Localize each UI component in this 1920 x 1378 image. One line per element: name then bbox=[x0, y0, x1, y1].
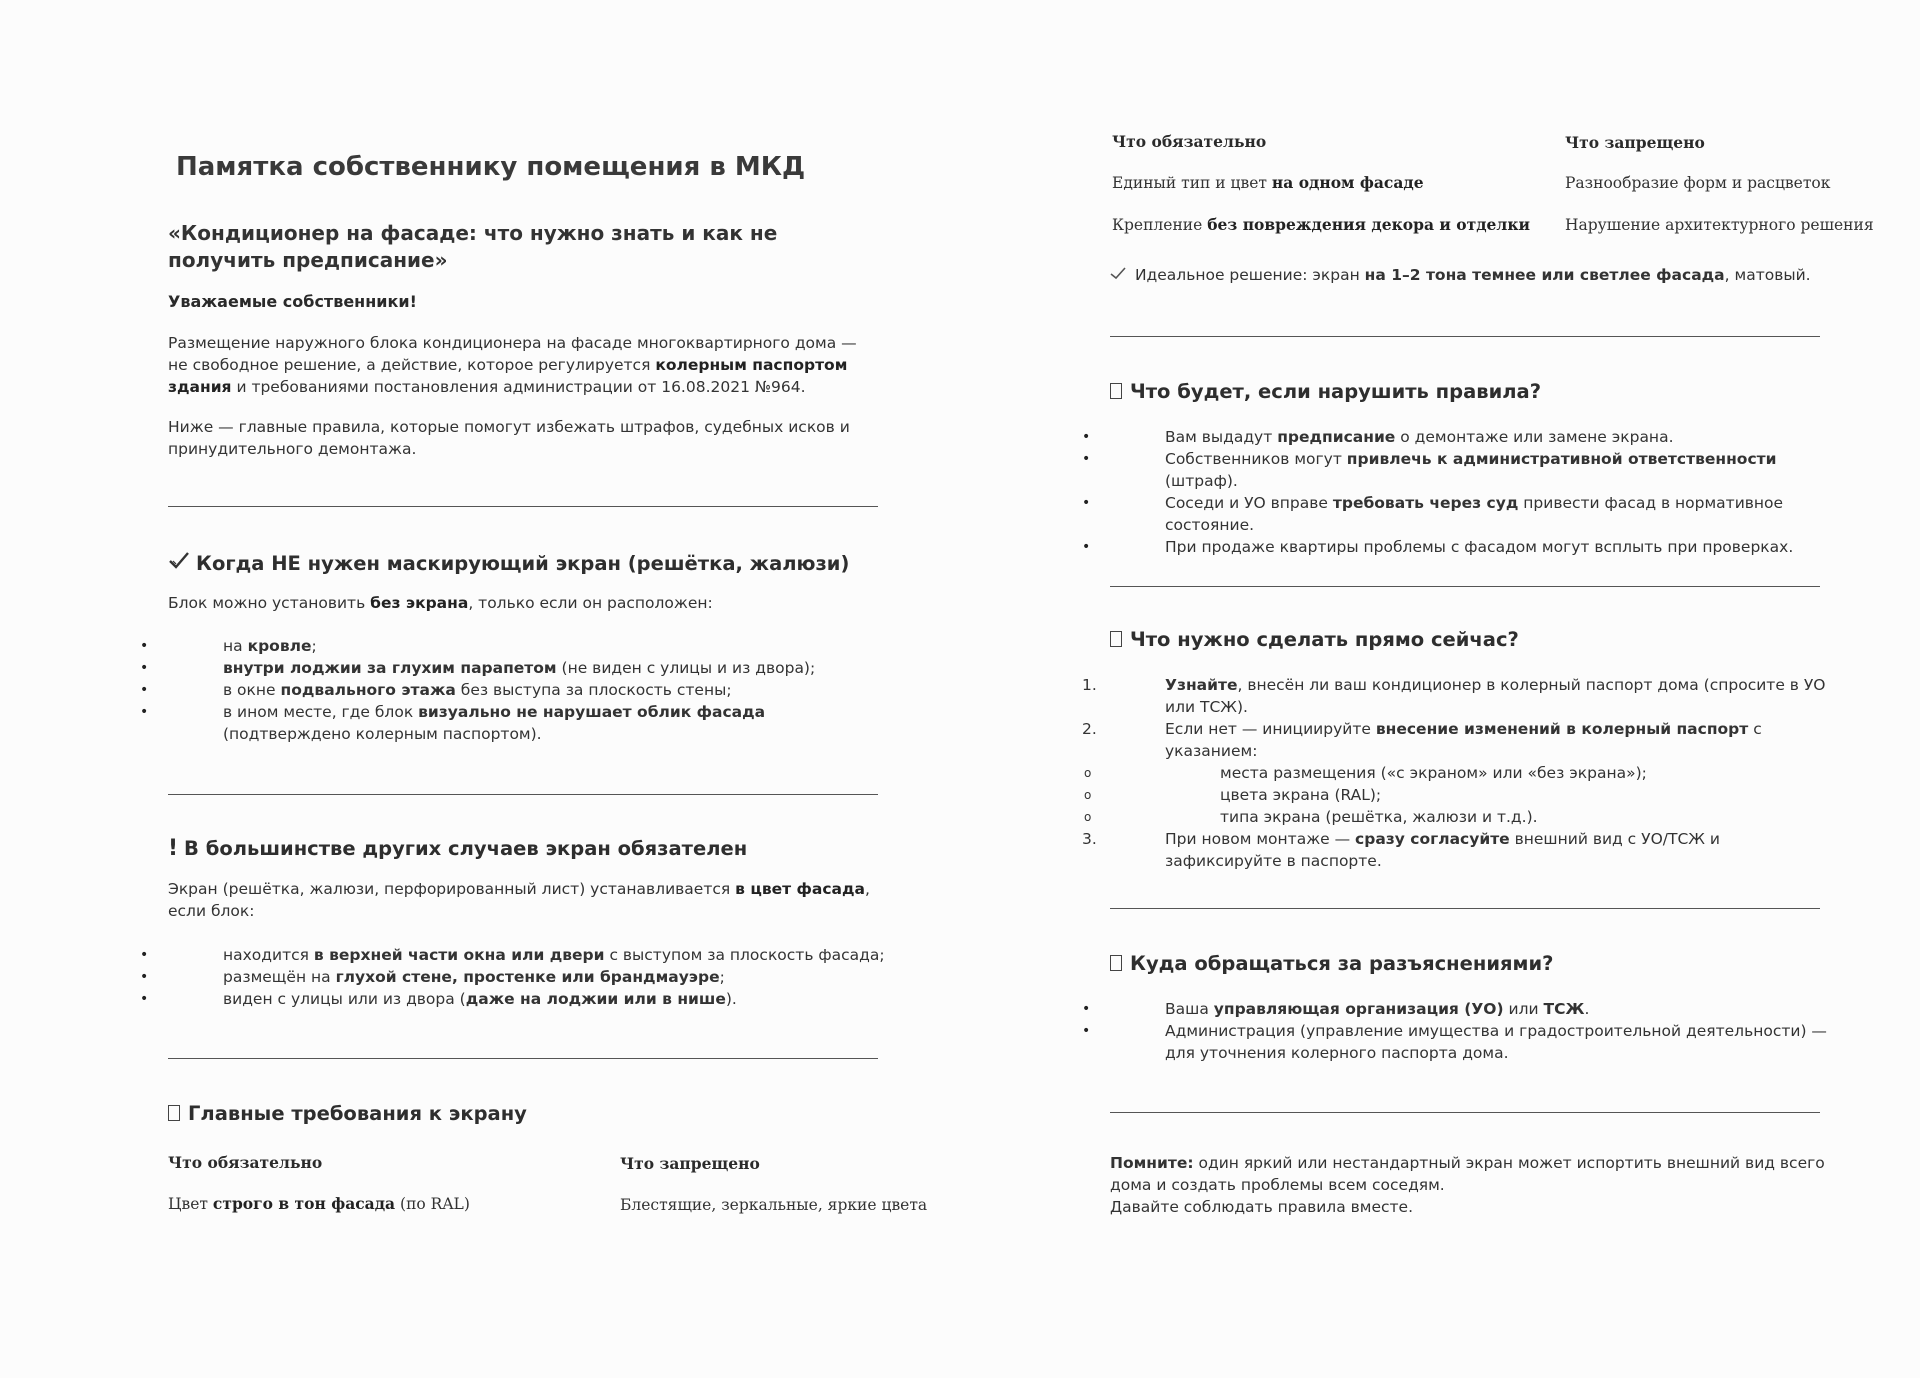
bullet-list bbox=[1082, 998, 1830, 1064]
intro-paragraph: Размещение наружного блока кондиционера на фасаде многоквартирного дома — не свободное решение, а действие, которое регулируется колерным паспортом здания и требованиями постановления администрации от 16.08.2021 №964. bbox=[168, 334, 857, 396]
bullet-icon: • bbox=[140, 638, 149, 654]
square-icon bbox=[1110, 631, 1122, 647]
list-item: • внутри лоджии за глухим парапетом (не виден с улицы и из двора); bbox=[140, 659, 816, 677]
checkmark-icon bbox=[168, 550, 190, 575]
section-heading-requirements: Главные требования к экрану bbox=[168, 1102, 527, 1125]
section-heading-todo: Что нужно сделать прямо сейчас? bbox=[1110, 628, 1519, 651]
sub-list-item: o типа экрана (решётка, жалюзи и т.д.). bbox=[1084, 808, 1538, 826]
list-item: • Соседи и УО вправе требовать через суд привести фасад в нормативное состояние. bbox=[1082, 494, 1784, 534]
list-item: • на кровле; bbox=[140, 637, 317, 655]
section-lead: Экран (решётка, жалюзи, перфорированный лист) устанавливается в цвет фасада, если блок: bbox=[168, 880, 870, 920]
intro-paragraph: Ниже — главные правила, которые помогут избежать штрафов, судебных исков и принудительного демонтажа. bbox=[168, 418, 850, 458]
list-item: • Администрация (управление имущества и градостроительной деятельности) — для уточнения колерного паспорта дома. bbox=[1082, 1022, 1827, 1062]
divider bbox=[168, 1058, 878, 1059]
exclamation-icon: ! bbox=[168, 836, 179, 861]
list-item: • в ином месте, где блок визуально не нарушает облик фасада (подтверждено колерным паспортом). bbox=[140, 703, 766, 743]
list-item: • При продаже квартиры проблемы с фасадом могут всплыть при проверках. bbox=[1082, 538, 1794, 556]
divider bbox=[1110, 586, 1820, 587]
document-subtitle: «Кондиционер на фасаде: что нужно знать и как не получить предписание» bbox=[168, 221, 778, 272]
table-cell-forbidden: Блестящие, зеркальные, яркие цвета bbox=[620, 1196, 928, 1214]
table-header-required: Что обязательно bbox=[1112, 132, 1267, 151]
bullet-icon: • bbox=[140, 682, 149, 698]
numbered-list bbox=[1082, 674, 1830, 872]
list-item: • размещён на глухой стене, простенке или брандмауэре; bbox=[140, 968, 725, 986]
bullet-icon: • bbox=[140, 991, 149, 1007]
sub-list-item: o цвета экрана (RAL); bbox=[1084, 786, 1382, 804]
circle-bullet-icon: o bbox=[1084, 788, 1092, 802]
square-icon bbox=[168, 1105, 180, 1121]
table-header-forbidden: Что запрещено bbox=[620, 1154, 760, 1173]
bullet-list bbox=[140, 944, 888, 1010]
bullet-icon: • bbox=[1082, 495, 1091, 511]
bullet-icon: • bbox=[140, 660, 149, 676]
ideal-solution-note: Идеальное решение: экран на 1–2 тона темнее или светлее фасада, матовый. bbox=[1110, 266, 1811, 284]
bullet-list bbox=[140, 635, 888, 745]
section-heading-screen-required: ! В большинстве других случаев экран обязателен bbox=[168, 836, 748, 861]
table-cell-required: Крепление без повреждения декора и отделки bbox=[1112, 215, 1531, 234]
divider bbox=[168, 794, 878, 795]
list-number: 2. bbox=[1082, 720, 1097, 738]
bullet-icon: • bbox=[1082, 1001, 1091, 1017]
bullet-icon: • bbox=[1082, 539, 1091, 555]
list-item: • Вам выдадут предписание о демонтаже или замене экрана. bbox=[1082, 428, 1674, 446]
list-item: 3. При новом монтаже — сразу согласуйте внешний вид с УО/ТСЖ и зафиксируйте в паспорте. bbox=[1082, 830, 1720, 870]
divider bbox=[1110, 908, 1820, 909]
list-item: • находится в верхней части окна или двери с выступом за плоскость фасада; bbox=[140, 946, 885, 964]
remember-note: Помните: один яркий или нестандартный экран может испортить внешний вид всего дома и создать проблемы всем соседям. Давайте соблюдать правила вместе. bbox=[1110, 1154, 1825, 1216]
bullet-icon: • bbox=[1082, 1023, 1091, 1039]
divider bbox=[1110, 1112, 1820, 1113]
circle-bullet-icon: o bbox=[1084, 810, 1092, 824]
section-heading-contacts: Куда обращаться за разъяснениями? bbox=[1110, 952, 1553, 975]
list-item: 1. Узнайте, внесён ли ваш кондиционер в колерный паспорт дома (спросите в УО или ТСЖ). bbox=[1082, 676, 1826, 716]
list-number: 3. bbox=[1082, 830, 1097, 848]
list-item: • Ваша управляющая организация (УО) или ТСЖ. bbox=[1082, 1000, 1590, 1018]
bullet-icon: • bbox=[1082, 429, 1091, 445]
list-item: • виден с улицы или из двора (даже на лоджии или в нише). bbox=[140, 990, 737, 1008]
list-item: • Собственников могут привлечь к административной ответственности (штраф). bbox=[1082, 450, 1777, 490]
table-cell-required: Единый тип и цвет на одном фасаде bbox=[1112, 173, 1424, 192]
square-icon bbox=[1110, 383, 1122, 399]
bullet-icon: • bbox=[140, 704, 149, 720]
table-header-required: Что обязательно bbox=[168, 1153, 323, 1172]
table-cell-forbidden: Нарушение архитектурного решения bbox=[1565, 216, 1874, 234]
divider bbox=[168, 506, 878, 507]
table-header-forbidden: Что запрещено bbox=[1565, 133, 1705, 152]
list-item: 2. Если нет — инициируйте внесение изменений в колерный паспорт с указанием: bbox=[1082, 720, 1762, 760]
circle-bullet-icon: o bbox=[1084, 766, 1092, 780]
list-item: • в окне подвального этажа без выступа за плоскость стены; bbox=[140, 681, 732, 699]
square-icon bbox=[1110, 955, 1122, 971]
bullet-icon: • bbox=[140, 947, 149, 963]
sub-list-item: o места размещения («с экраном» или «без экрана»); bbox=[1084, 764, 1647, 782]
list-number: 1. bbox=[1082, 676, 1097, 694]
table-cell-forbidden: Разнообразие форм и расцветок bbox=[1565, 174, 1831, 192]
document-title: Памятка собственнику помещения в МКД bbox=[176, 152, 806, 182]
section-heading-violation: Что будет, если нарушить правила? bbox=[1110, 380, 1541, 403]
bullet-icon: • bbox=[1082, 451, 1091, 467]
bullet-icon: • bbox=[140, 969, 149, 985]
bullet-list bbox=[1082, 426, 1830, 558]
table-cell-required: Цвет строго в тон фасада (по RAL) bbox=[168, 1194, 470, 1213]
section-lead: Блок можно установить без экрана, только если он расположен: bbox=[168, 594, 713, 612]
divider bbox=[1110, 336, 1820, 337]
section-heading-no-screen: Когда НЕ нужен маскирующий экран (решётка, жалюзи) bbox=[168, 550, 849, 575]
greeting: Уважаемые собственники! bbox=[168, 292, 417, 311]
checkmark-icon bbox=[1110, 266, 1131, 284]
